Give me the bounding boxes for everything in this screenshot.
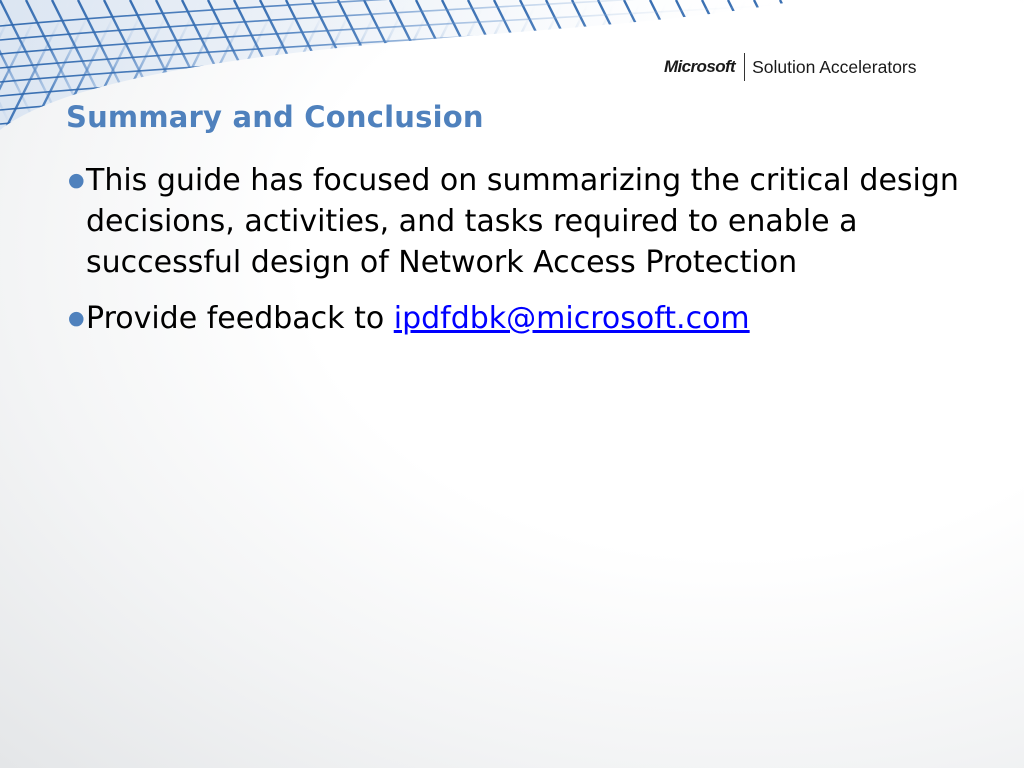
bullet-list xyxy=(66,160,966,354)
feedback-prefix-text: Provide feedback to xyxy=(86,301,394,336)
logo-product-text: Solution Accelerators xyxy=(752,56,917,77)
logo-divider xyxy=(744,53,745,81)
bullet-marker-icon: ● xyxy=(68,307,85,329)
microsoft-solution-accelerators-logo xyxy=(664,52,917,82)
logo-brand-text: Microsoft xyxy=(664,57,736,76)
feedback-email-link[interactable]: ipdfdbk@microsoft.com xyxy=(393,301,750,336)
bullet-marker-icon: ● xyxy=(68,169,85,191)
slide-title: Summary and Conclusion xyxy=(66,100,484,134)
bullet-item-feedback xyxy=(66,298,966,339)
bullet-text-summary: This guide has focused on summarizing the critical design decisions, activities, and tasks required to enable a successful design of Network Access Protection xyxy=(86,163,959,280)
bullet-item-summary xyxy=(66,160,966,283)
